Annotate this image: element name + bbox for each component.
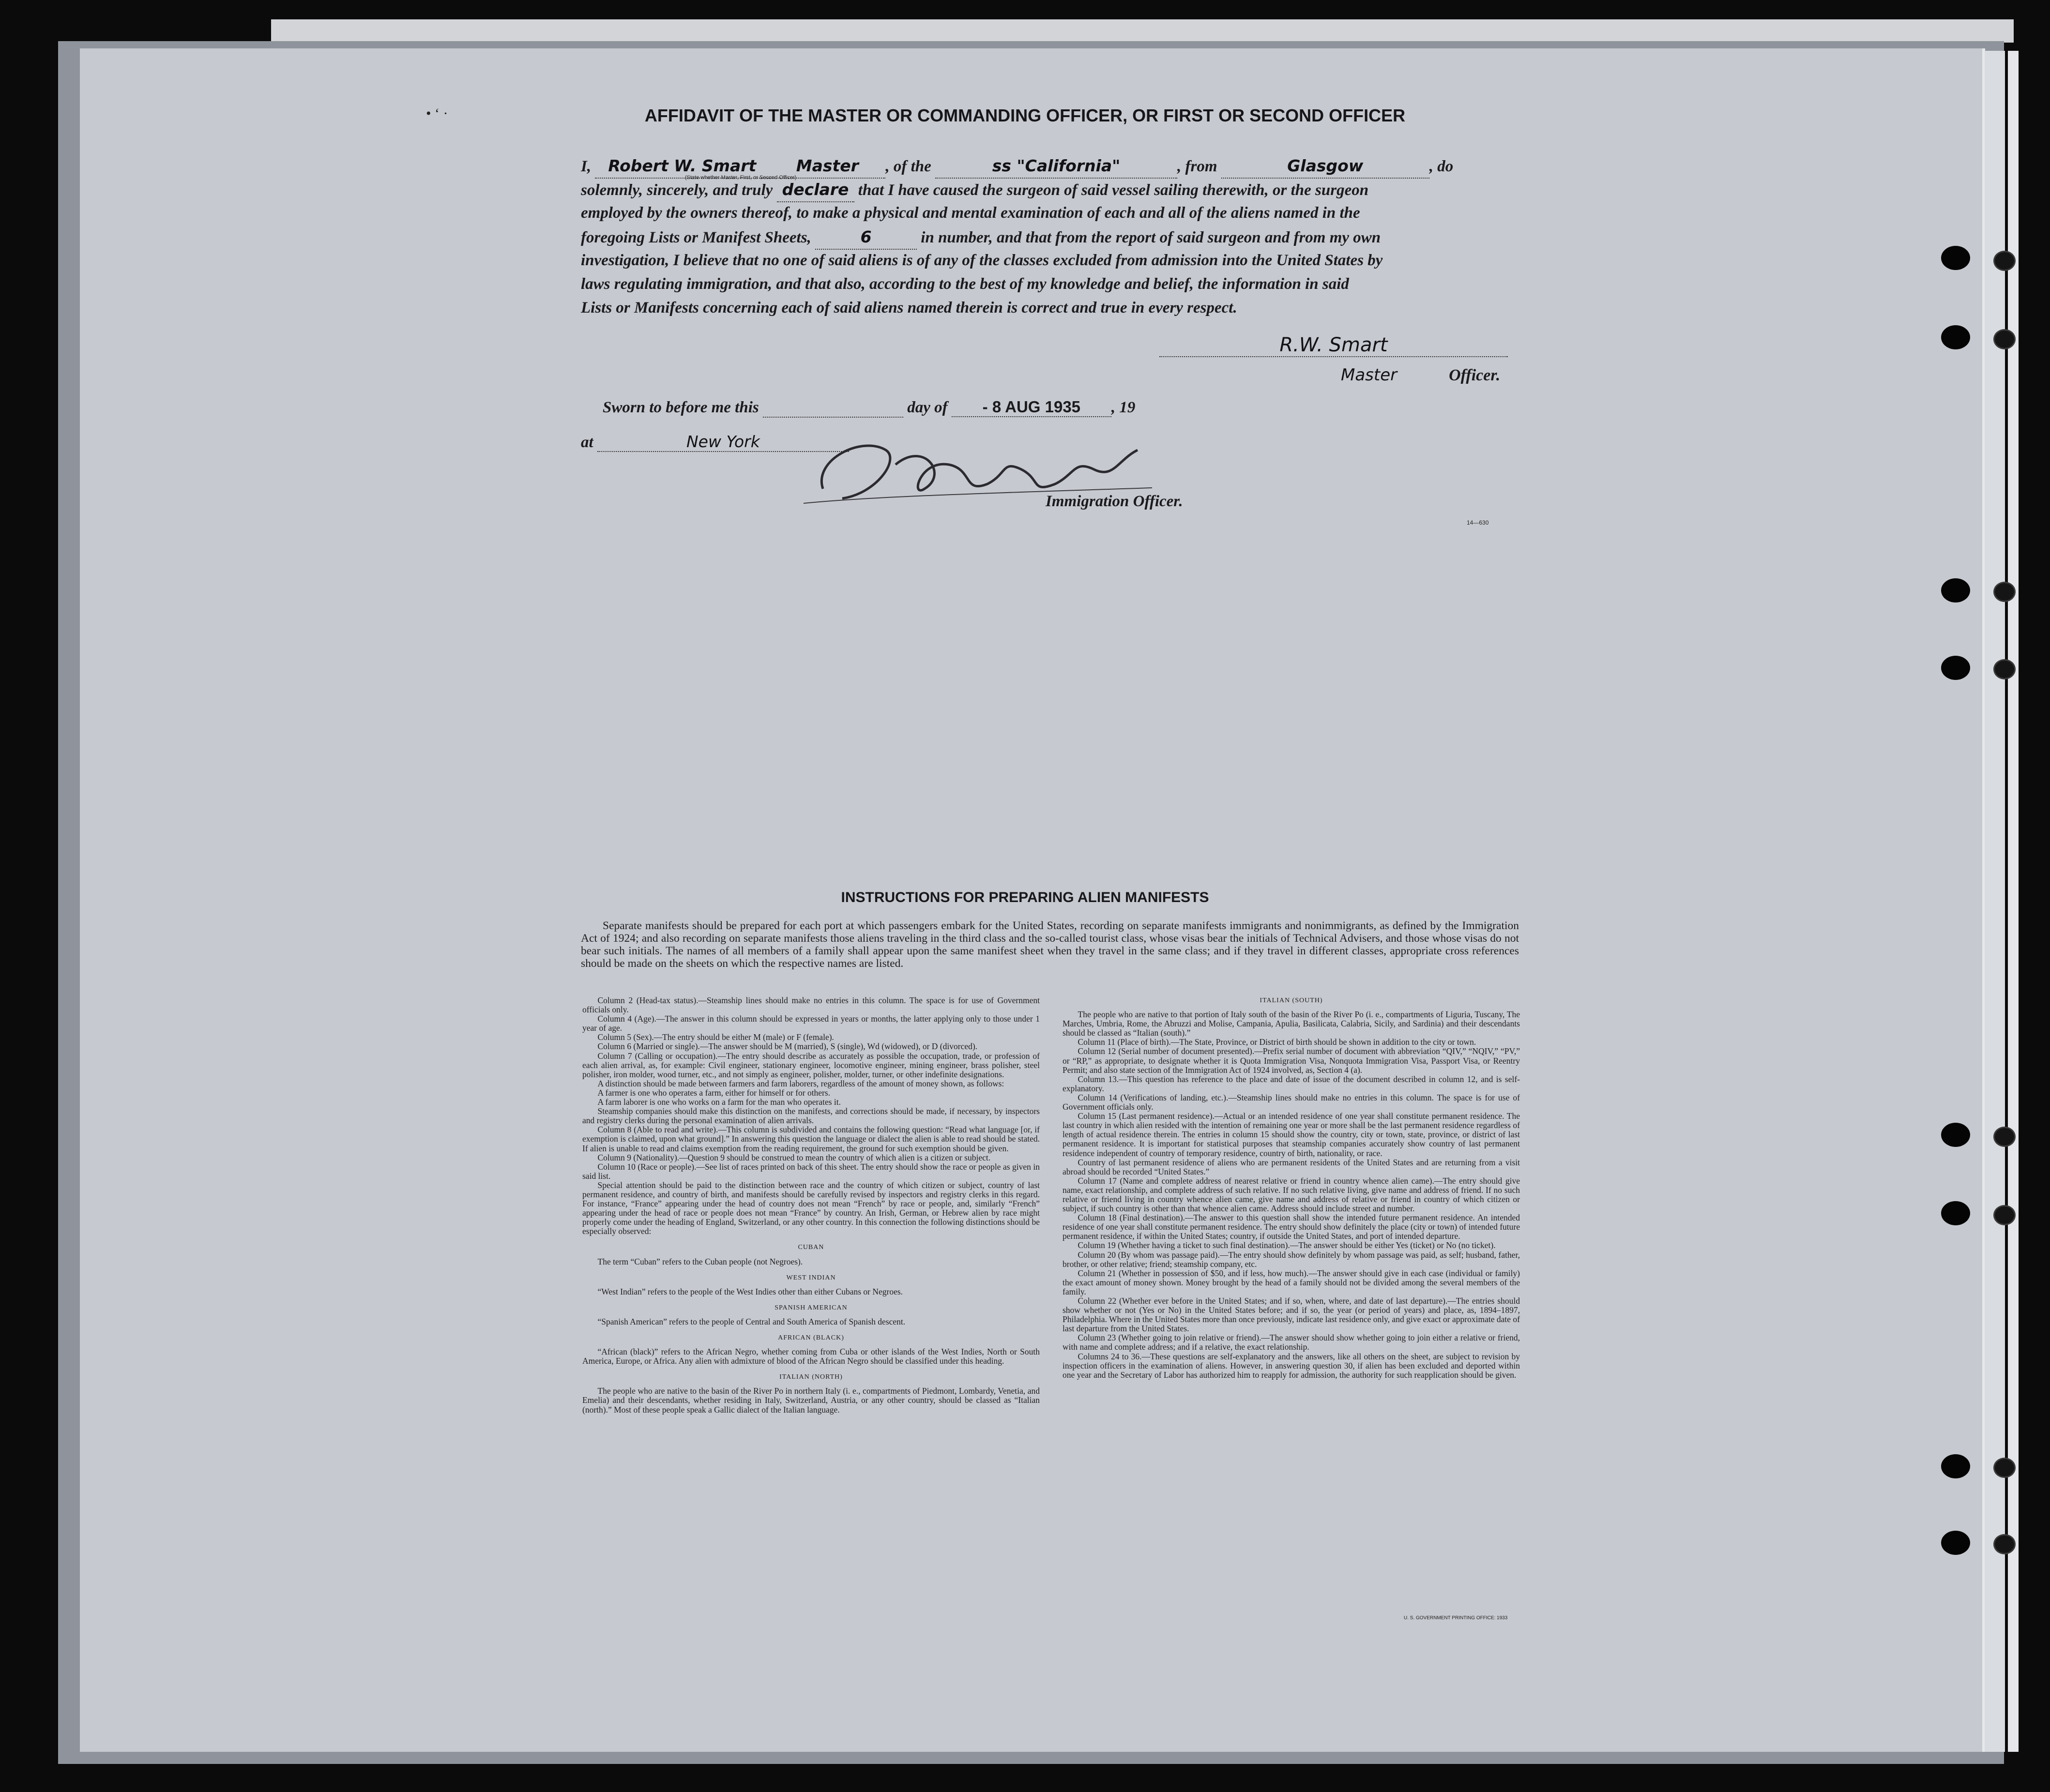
instructions-title: INSTRUCTIONS FOR PREPARING ALIEN MANIFESTS bbox=[841, 889, 1209, 905]
scan-top-tab bbox=[271, 19, 2014, 43]
officer-name: Robert W. Smart bbox=[595, 154, 769, 179]
instruction-paragraph: Column 4 (Age).—The answer in this column should be expressed in years or months, the latter applying only to those under 1 year of age. bbox=[582, 1014, 1040, 1033]
from-label: , from bbox=[1177, 158, 1217, 175]
instruction-paragraph: Column 2 (Head-tax status).—Steamship lines should make no entries in this column. The space is for use of Government officials only. bbox=[582, 995, 1040, 1015]
declare-word: declare bbox=[777, 178, 854, 202]
sworn-place: New York bbox=[597, 432, 849, 452]
instruction-paragraph: A farmer is one who operates a farm, either for himself or for others. bbox=[597, 1087, 831, 1098]
instruction-paragraph: Column 5 (Sex).—The entry should be either M (male) or F (female). bbox=[597, 1032, 834, 1042]
binding-hole-icon bbox=[1993, 1205, 2016, 1225]
binding-hole-icon bbox=[1941, 1531, 1970, 1555]
date-stamp: - 8 AUG 1935 bbox=[952, 398, 1111, 417]
binding-hole-icon bbox=[1993, 582, 2016, 602]
rank-caption: (State whether Master, First, or Second Officer) bbox=[685, 175, 797, 181]
line4-end: in number, and that from the report of said surgeon and from my own bbox=[921, 229, 1381, 246]
line2-start: solemnly, sincerely, and truly bbox=[581, 181, 773, 199]
sheet-count: 6 bbox=[815, 225, 917, 250]
instruction-paragraph: Column 22 (Whether ever before in the United States; and if so, when, where, and date of last departure).—The entries should show whether or not (Yes or No) in the United States before; and if so, the year (or period of years) and place, as, 1894–1897, Philadelphia. Where in the United States more than once previously, indicate last residence only, and give exact or approximate date of last departure from the United States. bbox=[1063, 1296, 1520, 1334]
affidavit-i: I, bbox=[581, 158, 592, 175]
scan-marks: • ‘ · bbox=[426, 105, 448, 121]
binding-hole-icon bbox=[1941, 578, 1970, 602]
instruction-paragraph: Column 7 (Calling or occupation).—The entry should describe as accurately as possible the occupation, trade, or profession of each alien arrival, as, for example: Civil engineer, stationary engineer, locomotive engineer, mining engineer, brass polisher, steel polisher, iron molder, wood turner, etc., and not simply as engineer, polisher, molder, turner, or other indefinite designations. bbox=[582, 1051, 1040, 1079]
instruction-paragraph: Column 18 (Final destination).—The answer to this question shall show the intended future permanent residence. An intended residence of one year shall constitute permanent residence. The entry should show definitely the place (city or town) of intended future permanent residence, if within the United States; country, if outside the United States, and port of intended departure. bbox=[1063, 1213, 1520, 1241]
affidavit-title: AFFIDAVIT OF THE MASTER OR COMMANDING OFFICER, OR FIRST OR SECOND OFFICER bbox=[644, 105, 1406, 125]
instruction-paragraph: Column 17 (Name and complete address of nearest relative or friend in country whence alien came).—The entry should give name, exact relationship, and complete address of such relative. If no such relative living, give name and address of friend. If no such relative or friend living in country whence alien came, give name and address of relative or friend in country of which citizen or subject, if such country is other than that whence alien came. Address should include street and number. bbox=[1063, 1175, 1520, 1214]
instructions-intro bbox=[581, 919, 1519, 970]
instruction-paragraph: Column 21 (Whether in possession of $50, and if less, how much).—The answer should give in each case (individual or family) the exact amount of money shown. Money brought by the head of a family should not be divided among the several members of the family. bbox=[1063, 1268, 1520, 1296]
binding-hole-icon bbox=[1941, 246, 1970, 270]
instruction-paragraph: Column 10 (Race or people).—See list of races printed on back of this sheet. The entry should show the race or people as given in said list. bbox=[582, 1161, 1040, 1181]
instruction-paragraph: Column 12 (Serial number of document presented).—Prefix serial number of document with abbreviation “QIV,” “NQIV,” “PV,” or “RP,” as appropriate, to designate whether it is Quota Immigration Visa, Nonquota Immigration Visa, Passport Visa, or Reentry Permit; and also state section of the Immigration Act of 1924 involved, as, Section 4 (a). bbox=[1063, 1046, 1520, 1075]
line3: employed by the owners thereof, to make a physical and mental examination of each and all of the aliens named in the bbox=[581, 204, 1360, 222]
instruction-paragraph: Country of last permanent residence of aliens who are permanent residents of the United States and are returning from a visit abroad should be recorded “United States.” bbox=[1063, 1157, 1520, 1176]
vessel-name: ss "California" bbox=[935, 154, 1177, 179]
instruction-paragraph: A farm laborer is one who works on a farm for the man who operates it. bbox=[597, 1097, 841, 1107]
instruction-paragraph: Special attention should be paid to the distinction between race and the country of which citizen or subject, country of last permanent residence, and country of birth, and manifests should be carefully revised by inspectors and registry clerks in this regard. For instance, “France” appearing under the head of country does not mean “French” by race or people, and, similarly “French” appearing under the head of race or people does not mean “France” by country. An Irish, German, or Hebrew alien by race might properly come under the heading of England, Switzerland, or any other country. In this connection the following distinctions should be especially observed: bbox=[582, 1180, 1040, 1236]
binding-hole-icon bbox=[1941, 656, 1970, 680]
year-suffix: , 19 bbox=[1111, 399, 1136, 416]
binding-hole-icon bbox=[1941, 325, 1970, 349]
instruction-paragraph: Column 11 (Place of birth).—The State, Province, or District of birth should be shown in addition to the city or town. bbox=[1078, 1037, 1476, 1047]
officer-rank: Master bbox=[769, 154, 885, 179]
sworn-prefix: Sworn to before me this bbox=[603, 399, 759, 416]
cuban-text: The term “Cuban” refers to the Cuban people (not Negroes). bbox=[597, 1256, 803, 1266]
master-signature: R.W. Smart bbox=[1159, 334, 1508, 357]
west-indian-heading: WEST INDIAN bbox=[786, 1274, 836, 1281]
sworn-line bbox=[603, 398, 1135, 418]
intro-text: Separate manifests should be prepared for each port at which passengers embark for the United States, recording on separate manifests immigrants and nonimmigrants, as defined by the Immigration Act of 1924; and also recording on separate manifests those aliens traveling in the third class and the so-called tourist class, whose visas bear the initials of Technical Advisers, and those whose visas do not bear such initials. The names of all members of a family shall appear upon the same manifest sheet when they travel in the same class; and if they travel in different classes, appropriate cross references should be made on the sheets on which the respective names are listed. bbox=[581, 919, 1519, 970]
binding-hole-icon bbox=[1993, 1458, 2016, 1478]
binding-hole-icon bbox=[1993, 1534, 2016, 1554]
line6: laws regulating immigration, and that also, according to the best of my knowledge and belief, the information in said bbox=[581, 275, 1349, 293]
african-text: “African (black)” refers to the African Negro, whether coming from Cuba or other islands of the West Indies, North or South America, Europe, or Africa. Any alien with admixture of blood of the African Negro should be classified under this heading. bbox=[582, 1347, 1040, 1366]
of-the-label: , of the bbox=[885, 158, 931, 175]
instruction-paragraph: Column 8 (Able to read and write).—This column is subdivided and contains the following question: “Read what language [or, if exemption is claimed, upon what ground].” In answering this question the language or dialect the alien is able to read should be stated. If alien is unable to read and claims exemption from the reading requirement, the ground for such exemption should be given. bbox=[582, 1125, 1040, 1153]
instruction-paragraph: Column 13.—This question has reference to the place and date of issue of the document described in column 12, and is self-explanatory. bbox=[1063, 1074, 1520, 1093]
printer-imprint: U. S. GOVERNMENT PRINTING OFFICE: 1933 bbox=[1404, 1615, 1508, 1621]
instruction-paragraph: Steamship companies should make this distinction on the manifests, and corrections should be made, if necessary, by inspectors and registry clerks during the personal examination of alien arrivals. bbox=[582, 1106, 1040, 1126]
binding-hole-icon bbox=[1941, 1123, 1970, 1147]
master-officer-line bbox=[1341, 365, 1500, 385]
instruction-paragraph: The people who are native to that portion of Italy south of the basin of the River Po (i. e., compartments of Liguria, Tuscany, The Marches, Umbria, Rome, the Abruzzi and Molise, Campania, Apulia, Basilicata, Calabria, Sicily, and Sardinia) and their descendants should be classed as “Italian (south).” bbox=[1063, 1009, 1520, 1038]
instruction-paragraph: Column 9 (Nationality).—Question 9 should be construed to mean the country of which alien is a citizen or subject. bbox=[597, 1152, 991, 1162]
immigration-officer-label: Immigration Officer. bbox=[1046, 493, 1183, 510]
instruction-paragraph: A distinction should be made between farmers and farm laborers, regardless of the amount of money shown, as follows: bbox=[597, 1078, 1004, 1088]
departure-port: Glasgow bbox=[1221, 154, 1429, 179]
form-number: 14—630 bbox=[1467, 519, 1489, 526]
line5: investigation, I believe that no one of said aliens is of any of the classes excluded from admission into the United States by bbox=[581, 252, 1383, 269]
african-heading: AFRICAN (BLACK) bbox=[778, 1334, 844, 1341]
instructions-right-column bbox=[1063, 996, 1520, 1380]
binding-hole-icon bbox=[1993, 1127, 2016, 1147]
instruction-paragraph: Column 20 (By whom was passage paid).—The entry should show definitely by whom passage was paid, as self; husband, father, brother, or other relative; friend; steamship company, etc. bbox=[1063, 1250, 1520, 1269]
instruction-paragraph: Columns 24 to 36.—These questions are self-explanatory and the answers, like all others on the sheet, are subject to revision by inspection officers in the examination of aliens. However, in answering question 30, if alien has been excluded and deported within one year and the Secretary of Labor has authorized him to reapply for admission, the authority for such reapplication should be given. bbox=[1063, 1351, 1520, 1380]
officer-label: Officer. bbox=[1449, 366, 1501, 384]
italian-north-text: The people who are native to the basin of the River Po in northern Italy (i. e., compartments of Piedmont, Lombardy, Venetia, and Emelia) and their descendants, whether residing in Italy, Switzerland, Austria, or any other country, should be classed as “Italian (north).” Most of these people speak a Gallic dialect of the Italian language. bbox=[582, 1386, 1040, 1415]
binding-hole-icon bbox=[1993, 251, 2016, 271]
italian-north-heading: ITALIAN (NORTH) bbox=[779, 1373, 843, 1381]
do-label: , do bbox=[1429, 158, 1454, 175]
binding-hole-icon bbox=[1993, 329, 2016, 349]
instructions-left-column bbox=[582, 996, 1040, 1415]
spanish-american-heading: SPANISH AMERICAN bbox=[774, 1304, 848, 1311]
italian-south-heading: ITALIAN (SOUTH) bbox=[1260, 997, 1323, 1004]
day-of-label: day of bbox=[907, 399, 948, 416]
instruction-paragraph: Column 15 (Last permanent residence).—Actual or an intended residence of one year shall constitute permanent residence. The last country in which alien resided with the intention of remaining one year or more shall be the last permanent residence regardless of length of actual residence therein. The entries in column 15 should show the country, city or town, state, province, or district of last permanent residence. It is important for statistical purposes that steamship companies accurately show country of last permanent residence independent of country of temporary residence, country of birth, nationality, or race. bbox=[1063, 1111, 1520, 1158]
line4-start: foregoing Lists or Manifest Sheets, bbox=[581, 229, 811, 246]
master-label: Master bbox=[1341, 365, 1397, 385]
binding-hole-icon bbox=[1941, 1454, 1970, 1478]
instruction-paragraph: Column 19 (Whether having a ticket to such final destination).—The answer should be either Yes (ticket) or No (no ticket). bbox=[1078, 1240, 1496, 1250]
binding-hole-icon bbox=[1993, 659, 2016, 679]
instruction-paragraph: Column 6 (Married or single).—The answer should be M (married), S (single), Wd (widowed), or D (divorced). bbox=[597, 1041, 978, 1052]
binding-hole-icon bbox=[1941, 1201, 1970, 1225]
at-label: at bbox=[581, 434, 593, 451]
line2-end: that I have caused the surgeon of said vessel sailing therewith, or the surgeon bbox=[858, 181, 1369, 199]
instruction-paragraph: Column 14 (Verifications of landing, etc.).—Steamship lines should make no entries in this column. The space is for use of Government officials only. bbox=[1063, 1092, 1520, 1112]
instruction-paragraph: Column 23 (Whether going to join relative or friend).—The answer should show whether going to join either a relative or friend, with name and complete address; and if a relative, the exact relationship. bbox=[1063, 1333, 1520, 1352]
spanish-american-text: “Spanish American” refers to the people of Central and South America of Spanish descent. bbox=[597, 1316, 906, 1326]
west-indian-text: “West Indian” refers to the people of the West Indies other than either Cubans or Negroes. bbox=[597, 1286, 903, 1296]
cuban-heading: CUBAN bbox=[798, 1244, 824, 1251]
line7: Lists or Manifests concerning each of said aliens named therein is correct and true in every respect. bbox=[581, 299, 1237, 316]
